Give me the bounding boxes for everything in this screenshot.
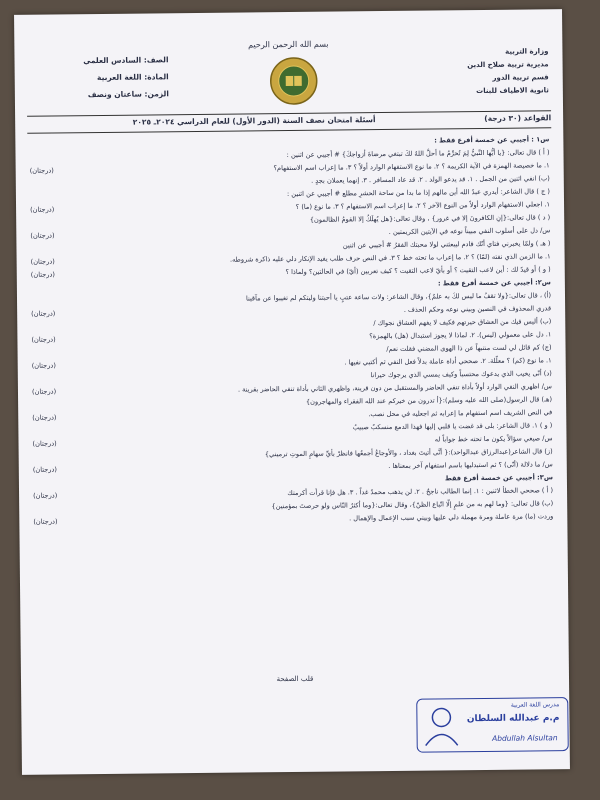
question-text: س٢: أجيبي عن خمسة أفرع فقط :	[437, 278, 551, 288]
stamp-name-en: Abdullah Alsultan	[492, 733, 558, 743]
question-text: س/ اظهري النفي الوارد أولاً بأداة تنفي الحاضر والمستقبل من دون قرينة، واظهري الثاني بأداة تنفي الحاضر بقرينة .	[237, 382, 552, 394]
question-text: س١ : أجيبي عن خمسة أفرع فقط :	[434, 135, 550, 145]
question-text: س/ ما دلالة (أنّى) ؟ ثم استبدليها باسم استفهام آخر بمعناها .	[388, 460, 553, 470]
stamp-name-ar: م.م عبدالله السلطان	[466, 713, 560, 725]
question-text: ١. ما الزمن الذي نفته (لمّا) ؟ ٢. ما إعراب ما تحته خط ؟ ٣. في النص حرف طلب يفيد الإنكار دلي عليه ذاكرة شروطه.	[229, 252, 551, 264]
marks-label: (درجتان)	[32, 413, 57, 422]
teacher-stamp	[416, 697, 569, 753]
question-text: ( أ ) صححي الخطأ لاثنين : ١. إنما الطالب ناجحٌ . ٢. لن يذهب محمدٌ غداً . ٣. هل فإنا قرأت أكرمتك	[287, 486, 554, 498]
question-text: وردت (ما) مرة عاملة ومرة مهملة دلي عليها وبيني سبب الإعمال والإهمال .	[349, 512, 554, 523]
question-text: (أ) ، قال تعالى:{ولا تقفُ ما ليس لكَ به علمٌ}، وقال الشاعر: ولات ساعة عتبٍ يا أحبتنا وليتكم لم تغيبوا عن مآقينا	[245, 291, 552, 303]
time-info: الزمن: ساعتان ونصف	[87, 89, 169, 100]
question-text: ( أ ) قال تعالى: {يا أيُّها النَّبيُّ لِمَ تُحرِّمُ ما أحلَّ اللهُ لكَ تبتغي مرضاةَ أزواجكَ} # أجيبي عن اثنين :	[286, 148, 550, 160]
question-text: ( و ) ١. قال الشاعر: بلى قد غضت يا قلبي إليها فهذا الدمع منسكبٌ صبيبُ	[352, 421, 553, 432]
question-text: س/ دل على أسلوب النفي مبيناً نوعه في الآيتين الكريمتين .	[388, 226, 551, 236]
institution-block	[467, 45, 549, 98]
marks-label: (درجتان)	[30, 205, 55, 214]
ministry-seal-icon	[268, 56, 319, 107]
school-line: ثانوية الاطياف للبنات	[476, 86, 549, 96]
question-text: (ب) قال تعالى: {وما لهم به من علمٍ إلّا اتّباع الظنّ}، وقال تعالى:{وما أكثرُ النّاس ولو حرصتَ بمؤمنين}	[271, 499, 554, 511]
marks-label: (درجتان)	[31, 335, 56, 344]
question-text: ١. اجعلي الاستفهام الوارد أولاً من النوع الآخر ؟ ٢. ما إعراب اسم الاستفهام ؟ ٣. ما نوع (ما) ؟	[295, 200, 551, 211]
marks-label: (درجتان)	[29, 166, 54, 175]
stamp-role: مدرس اللغة العربية	[510, 701, 560, 709]
question-text: (ز) قال الشاعر(عبدالرزاق عبدالواحد):{ أنَّى أتيتَ بغداد ، والأوجاعُ أجمعُها فانظرْ بأيِّ سهامِ الموتِ ترميني}	[264, 447, 553, 459]
question-text: (ب) انفي اثنين من الجمل . ١. قد يدعو الولد . ٢. قد عاد المسافر . ٣. إنهما يعملان بجدٍ .	[311, 174, 550, 185]
divider	[27, 127, 551, 133]
marks-label: (درجتان)	[33, 517, 58, 526]
department-line: قسم تربية الدور	[492, 73, 549, 82]
marks-label: (درجتان)	[32, 465, 58, 474]
question-text: قدري المحذوف في النصين وبيني نوعه وحكم الحذف .	[403, 304, 552, 314]
questions-list	[29, 133, 553, 528]
question-text: ( و ) أو قيدً لك : أين لاعب التقيت ؟ أو بأيّ لاعب التقيت ؟ كيف تعربين (أيّ) في الحالتين؟ ولماذا ؟	[285, 265, 551, 277]
question-text: (د) أنّى يخيب الذي يدعوك محتسباً وكيف يمسي الذي يرجوك حيرانا	[370, 369, 552, 380]
marks-label: (درجتان)	[31, 309, 56, 318]
class-info: الصف: السادس العلمي	[83, 55, 169, 66]
question-text: (هـ) قال الرسول(صلى الله عليه وسلم):{أ تدرون من خيركم عند الله الفقراء والمهاجرون}	[305, 395, 553, 406]
marks-label: (درجتان)	[30, 257, 55, 266]
marks-label: (درجتان)	[33, 491, 58, 500]
ministry-line: وزارة التربية	[505, 47, 549, 56]
question-text: س٣: أجيبي عن خمسة أفرع فقط	[444, 473, 553, 483]
marks-label: (درجتان)	[32, 439, 57, 448]
question-text: ١. دل على معمولي (ليس). ٢. لماذا لا يجوز استبدال (هل) بالهمزة؟	[369, 330, 552, 341]
basmala: بسم الله الرحمن الرحيم	[248, 39, 329, 50]
marks-label: (درجتان)	[31, 361, 56, 370]
marks-label: (درجتان)	[30, 231, 55, 240]
subject-info: المادة: اللغة العربية	[96, 72, 169, 83]
section-grade: القواعد (٣٠ درجة)	[484, 113, 552, 123]
exam-title: أسئلة امتحان نصف السنة (الدور الأول) للعام الدراسي ٢٠٢٤ـ ٢٠٢٥	[132, 115, 376, 127]
directorate-line: مديرية تربية صلاح الدين	[467, 60, 549, 70]
exam-paper	[14, 9, 570, 775]
question-text: ( هـ ) ولمّا يخبرني فتاي أنّك قادم ليبعثني لولا محبتك الفقرُ # أجيبي عن اثنين	[342, 239, 551, 250]
turn-page-note: قلب الصفحة	[276, 674, 314, 684]
question-text: (ج) كم قائل لي لست منتبهاً عن ذا الهوى المضني فقلت نعم/	[386, 343, 552, 354]
teacher-portrait-icon	[421, 703, 461, 747]
question-text: ١. ما نوع (كم) ؟ معلّلة. ٢. صححي أداة عاملة بدلاً فعل النفي ثم أكتبي نفيها .	[344, 356, 552, 367]
question-text: (ب) أليس فيك من العشاق حيرتهم فكيف لا يفهم العشاق نجواك /	[373, 317, 552, 328]
question-text: ( ج ) قال الشاعر: أيدري عبدُ الله أين مالهم إذا ما بدا من ساحة الحشرِ مطلع # أجيبي عن اثنين :	[286, 187, 550, 199]
marks-label: (درجتان)	[31, 387, 57, 396]
marks-label: (درجتان)	[30, 270, 55, 279]
question-text: ( د ) قال تعالى:{إنِ الكافرونَ إلا في غرور} ، وقال تعالى:{هل يُهلَكُ إلا القومُ الظالمون}	[309, 213, 551, 224]
question-text: ١. ما خصيصة الهمزة في الآية الكريمة ؟ ٢. ما نوع الاستفهام الوارد أولاً ؟ ٣. ما إعراب اسم الاستفهام؟	[273, 161, 550, 173]
question-text: في النص الشريف اسم استفهام ما إعرابه ثم اجعليه في محل نصب.	[368, 408, 553, 419]
exam-info-block	[28, 51, 169, 103]
question-text: س/ صيغي سؤالاً يكون ما تحته خط جواباً له	[434, 434, 553, 444]
